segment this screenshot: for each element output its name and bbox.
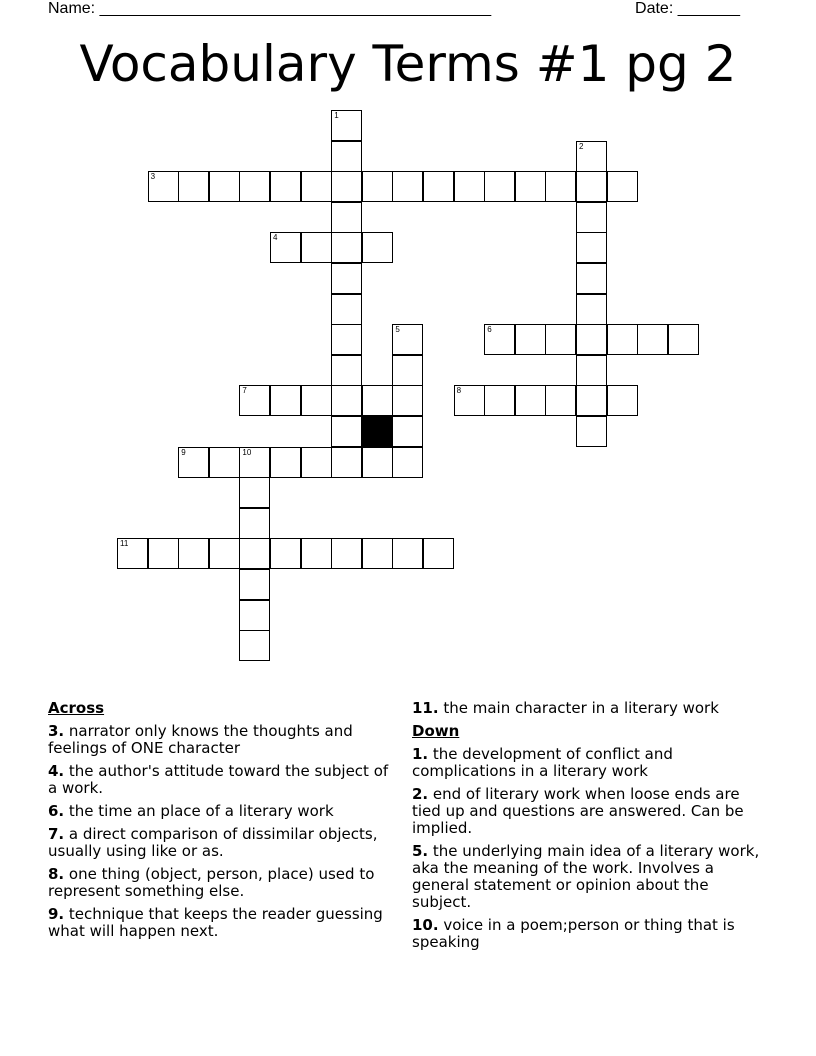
clue-number: 9 [181,447,186,457]
grid-cell[interactable] [362,171,393,202]
grid-black-cell [362,416,393,447]
grid-cell[interactable] [362,385,393,416]
grid-cell[interactable] [301,385,332,416]
across-clue-list-continued [412,700,772,717]
clue-number-label: 3. [48,722,65,740]
grid-cell[interactable] [637,324,668,355]
clue-number-label: 5. [412,842,429,860]
clue-text: one thing (object, person, place) used to represent something else. [48,865,375,900]
clue-number-label: 11. [412,699,439,717]
across-heading: Across [48,699,105,717]
grid-cell[interactable] [239,538,270,569]
clue-text: the development of conflict and complications in a literary work [412,745,673,780]
grid-cell[interactable] [576,385,607,416]
grid-cell[interactable] [392,171,423,202]
grid-cell[interactable] [454,385,485,416]
clues-left-column [48,700,393,946]
grid-cell[interactable] [239,630,270,661]
clue-number: 8 [456,386,462,396]
grid-cell[interactable] [515,385,546,416]
grid-cell[interactable] [331,232,362,263]
across-clue [48,763,393,797]
grid-cell[interactable] [270,447,301,478]
clue-number: 4 [273,233,278,243]
grid-cell[interactable] [301,538,332,569]
clue-number: 5 [395,325,400,335]
grid-cell[interactable] [392,385,423,416]
grid-cell[interactable] [362,232,393,263]
clue-number: 1 [334,111,339,120]
clue-number-label: 1. [412,745,429,763]
grid-cell[interactable] [331,110,362,141]
page-title: Vocabulary Terms #1 pg 2 [79,35,737,93]
grid-cell[interactable] [148,538,179,569]
grid-cell[interactable] [239,171,270,202]
grid-cell[interactable] [576,263,607,294]
down-clue [412,786,772,837]
name-field-label: Name: ____________________________________________ [48,0,492,17]
clue-text: end of literary work when loose ends are tied up and questions are answered. Can be implied. [412,785,744,837]
grid-cell[interactable] [607,385,638,416]
clue-number: 3 [150,172,156,182]
grid-cell[interactable] [331,202,362,233]
down-clue [412,917,772,951]
grid-cell[interactable] [178,447,209,478]
grid-cell[interactable] [301,447,332,478]
grid-cell[interactable] [301,232,332,263]
clue-text: the main character in a literary work [438,699,719,717]
across-clue-list [48,723,393,940]
grid-cell[interactable] [331,447,362,478]
grid-cell[interactable] [515,324,546,355]
grid-cell[interactable] [239,600,270,631]
grid-cell[interactable] [576,294,607,325]
clue-number: 2 [579,141,584,151]
clue-text: the author's attitude toward the subject of a work. [48,762,389,797]
grid-cell[interactable] [392,447,423,478]
grid-cell[interactable] [515,171,546,202]
grid-cell[interactable] [270,538,301,569]
grid-cell[interactable] [239,508,270,539]
across-clue [412,700,772,717]
grid-cell[interactable] [454,171,485,202]
grid-cell[interactable] [239,447,270,478]
grid-cell[interactable] [545,324,576,355]
clue-number-label: 10. [412,916,439,934]
across-clue [48,723,393,757]
grid-cell[interactable] [148,171,179,202]
grid-cell[interactable] [423,538,454,569]
clue-text: technique that keeps the reader guessing what will happen next. [48,905,383,940]
clue-number: 11 [120,539,129,549]
across-clue [48,906,393,940]
clue-number: 7 [242,386,247,396]
grid-cell[interactable] [576,202,607,233]
clue-number-label: 8. [48,865,65,883]
grid-cell[interactable] [362,538,393,569]
grid-cell[interactable] [668,324,699,355]
clue-number-label: 7. [48,825,65,843]
grid-cell[interactable] [392,355,423,386]
grid-cell[interactable] [576,141,607,172]
grid-cell[interactable] [209,171,240,202]
across-clue [48,866,393,900]
grid-cell[interactable] [178,538,209,569]
grid-cell[interactable] [331,171,362,202]
grid-cell[interactable] [209,538,240,569]
grid-cell[interactable] [270,385,301,416]
grid-cell[interactable] [301,171,332,202]
grid-cell[interactable] [607,171,638,202]
grid-cell[interactable] [331,324,362,355]
grid-cell[interactable] [239,385,270,416]
grid-cell[interactable] [607,324,638,355]
clue-number-label: 6. [48,802,65,820]
grid-cell[interactable] [576,232,607,263]
grid-cell[interactable] [331,355,362,386]
grid-cell[interactable] [209,447,240,478]
grid-cell[interactable] [576,355,607,386]
grid-cell[interactable] [239,477,270,508]
clue-number-label: 9. [48,905,65,923]
down-heading: Down [412,722,460,740]
grid-cell[interactable] [484,385,515,416]
grid-cell[interactable] [331,385,362,416]
grid-cell[interactable] [484,324,515,355]
clue-number-label: 2. [412,785,429,803]
down-clue [412,843,772,911]
grid-cell[interactable] [576,171,607,202]
clue-text: the time an place of a literary work [64,802,334,820]
grid-cell[interactable] [576,416,607,447]
grid-cell[interactable] [331,141,362,172]
grid-cell[interactable] [331,263,362,294]
grid-cell[interactable] [331,294,362,325]
grid-cell[interactable] [576,324,607,355]
clue-number-label: 4. [48,762,65,780]
clues-right-column [412,700,772,957]
grid-cell[interactable] [392,324,423,355]
grid-cell[interactable] [117,538,148,569]
down-clue-list [412,746,772,951]
clue-text: a direct comparison of dissimilar objects, usually using like or as. [48,825,378,860]
clue-text: the underlying main idea of a literary work, aka the meaning of the work. Involves a general statement or opinion about the subject. [412,842,760,911]
grid-cell[interactable] [362,447,393,478]
grid-cell[interactable] [331,538,362,569]
grid-cell[interactable] [239,569,270,600]
grid-cell[interactable] [331,416,362,447]
across-clue [48,803,393,820]
grid-cell[interactable] [545,385,576,416]
grid-cell[interactable] [423,171,454,202]
date-field-label: Date: _______ [635,0,740,17]
grid-cell[interactable] [484,171,515,202]
clue-number: 10 [242,447,252,457]
clue-text: voice in a poem;person or thing that is speaking [412,916,735,951]
down-clue [412,746,772,780]
clue-text: narrator only knows the thoughts and feelings of ONE character [48,722,353,757]
grid-cell[interactable] [392,416,423,447]
clue-number: 6 [487,325,492,335]
grid-cell[interactable] [270,171,301,202]
grid-cell[interactable] [392,538,423,569]
grid-cell[interactable] [270,232,301,263]
grid-cell[interactable] [178,171,209,202]
across-clue [48,826,393,860]
grid-cell[interactable] [545,171,576,202]
